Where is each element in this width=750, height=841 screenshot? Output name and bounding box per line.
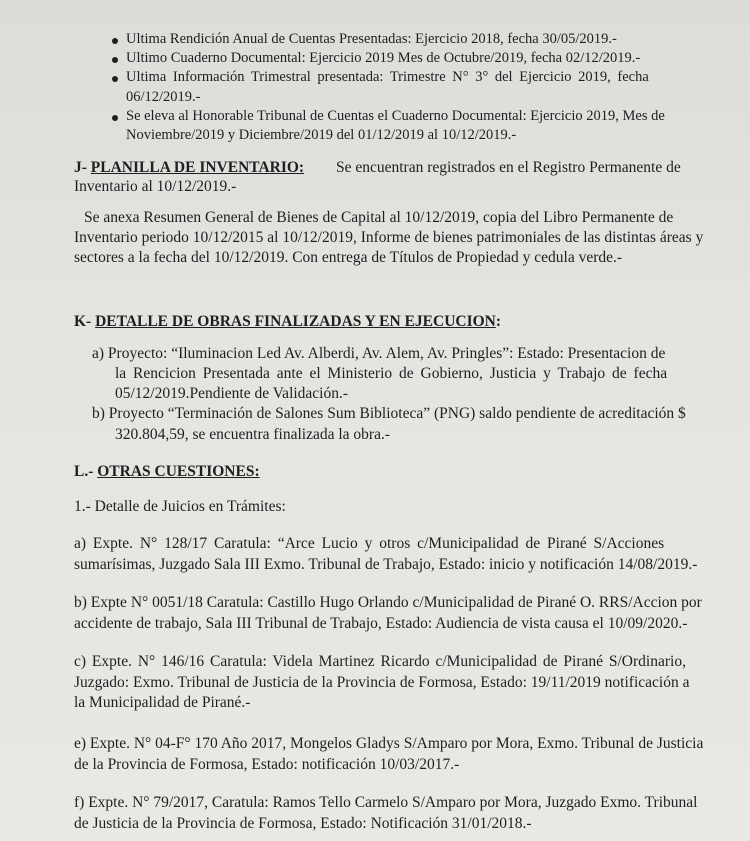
bullet-item-continuation: 06/12/2019.- [126, 89, 201, 105]
section-l-title: OTRAS CUESTIONES: [97, 463, 260, 480]
section-j-paragraph-line: Inventario periodo 10/12/2015 al 10/12/2019, Informe de bienes patrimoniales de las distintas áreas y [74, 229, 704, 246]
section-j-text-2: Inventario al 10/12/2019.- [74, 178, 237, 195]
section-j-heading [74, 159, 681, 177]
case-line: de la Provincia de Formosa, Estado: notificación 10/03/2017.- [74, 756, 460, 773]
section-k-item-a-cont: la Rencicion Presentada ante el Ministerio de Gobierno, Justicia y Trabajo de fecha [115, 365, 668, 382]
section-k-item-a: a) Proyecto: “Iluminacion Led Av. Alberdi, Av. Alem, Av. Pringles”: Estado: Presentacion de [92, 345, 666, 362]
section-j-paragraph-line: Se anexa Resumen General de Bienes de Capital al 10/12/2019, copia del Libro Permanente de [84, 209, 674, 226]
case-line: a) Expte. N° 128/17 Caratula: “Arce Lucio y otros c/Municipalidad de Pirané S/Acciones [74, 535, 665, 552]
case-line: sumarísimas, Juzgado Sala III Exmo. Tribunal de Trabajo, Estado: inicio y notificación 14/08/2019.- [74, 556, 698, 573]
section-j-text: Se encuentran registrados en el Registro Permanente de [335, 159, 681, 176]
bullet-item: Ultimo Cuaderno Documental: Ejercicio 2019 Mes de Octubre/2019, fecha 02/12/2019.- [126, 50, 641, 66]
bullet-dot [112, 38, 118, 44]
section-k-colon: : [495, 313, 502, 330]
section-k-heading [74, 313, 501, 331]
case-line: b) Expte N° 0051/18 Caratula: Castillo Hugo Orlando c/Municipalidad de Pirané O. RRS/Accion por [74, 594, 702, 611]
bullet-dot [112, 57, 118, 63]
section-l-subheading: 1.- Detalle de Juicios en Trámites: [74, 498, 286, 515]
bullet-dot [112, 115, 118, 121]
section-k-item-a-cont: 05/12/2019.Pendiente de Validación.- [115, 385, 349, 402]
section-l-heading [74, 463, 260, 481]
bullet-item: Ultima Rendición Anual de Cuentas Presentadas: Ejercicio 2018, fecha 30/05/2019.- [126, 31, 617, 47]
case-line: de Justicia de la Provincia de Formosa, Estado: Notificación 31/01/2018.- [74, 815, 532, 832]
section-j-prefix: J- [74, 159, 87, 176]
section-j-paragraph-line: sectores a la fecha del 10/12/2019. Con entrega de Títulos de Propiedad y cedula verde.- [74, 249, 623, 266]
section-k-item-b: b) Proyecto “Terminación de Salones Sum Biblioteca” (PNG) saldo pendiente de acreditación $ [92, 405, 686, 422]
bullet-item-continuation: Noviembre/2019 y Diciembre/2019 del 01/12/2019 al 10/12/2019.- [126, 127, 517, 143]
bullet-item: Ultima Información Trimestral presentada: Trimestre N° 3° del Ejercicio 2019, fecha [126, 69, 649, 85]
case-line: accidente de trabajo, Sala III Tribunal de Trabajo, Estado: Audiencia de vista causa el 10/09/2020.- [74, 615, 688, 632]
section-l-prefix: L.- [74, 463, 94, 480]
case-line: f) Expte. N° 79/2017, Caratula: Ramos Tello Carmelo S/Amparo por Mora, Juzgado Exmo. Tribunal [74, 794, 698, 811]
bullet-dot [112, 76, 118, 82]
case-line: c) Expte. N° 146/16 Caratula: Videla Martinez Ricardo c/Municipalidad de Pirané S/Ordinario, [74, 653, 686, 670]
case-line: e) Expte. N° 04-F° 170 Año 2017, Mongelos Gladys S/Amparo por Mora, Exmo. Tribunal de Justicia [74, 735, 704, 752]
section-j-title: PLANILLA DE INVENTARIO: [90, 159, 305, 176]
case-line: Juzgado: Exmo. Tribunal de Justicia de la Provincia de Formosa, Estado: 19/11/2019 notificación a [74, 674, 690, 691]
section-k-prefix: K- [74, 313, 92, 330]
section-k-item-b-cont: 320.804,59, se encuentra finalizada la obra.- [115, 426, 391, 443]
case-line: la Municipalidad de Pirané.- [74, 694, 251, 711]
section-k-title: DETALLE DE OBRAS FINALIZADAS Y EN EJECUCION [95, 313, 496, 330]
bullet-item: Se eleva al Honorable Tribunal de Cuentas el Cuaderno Documental: Ejercicio 2019, Mes de [126, 108, 665, 124]
